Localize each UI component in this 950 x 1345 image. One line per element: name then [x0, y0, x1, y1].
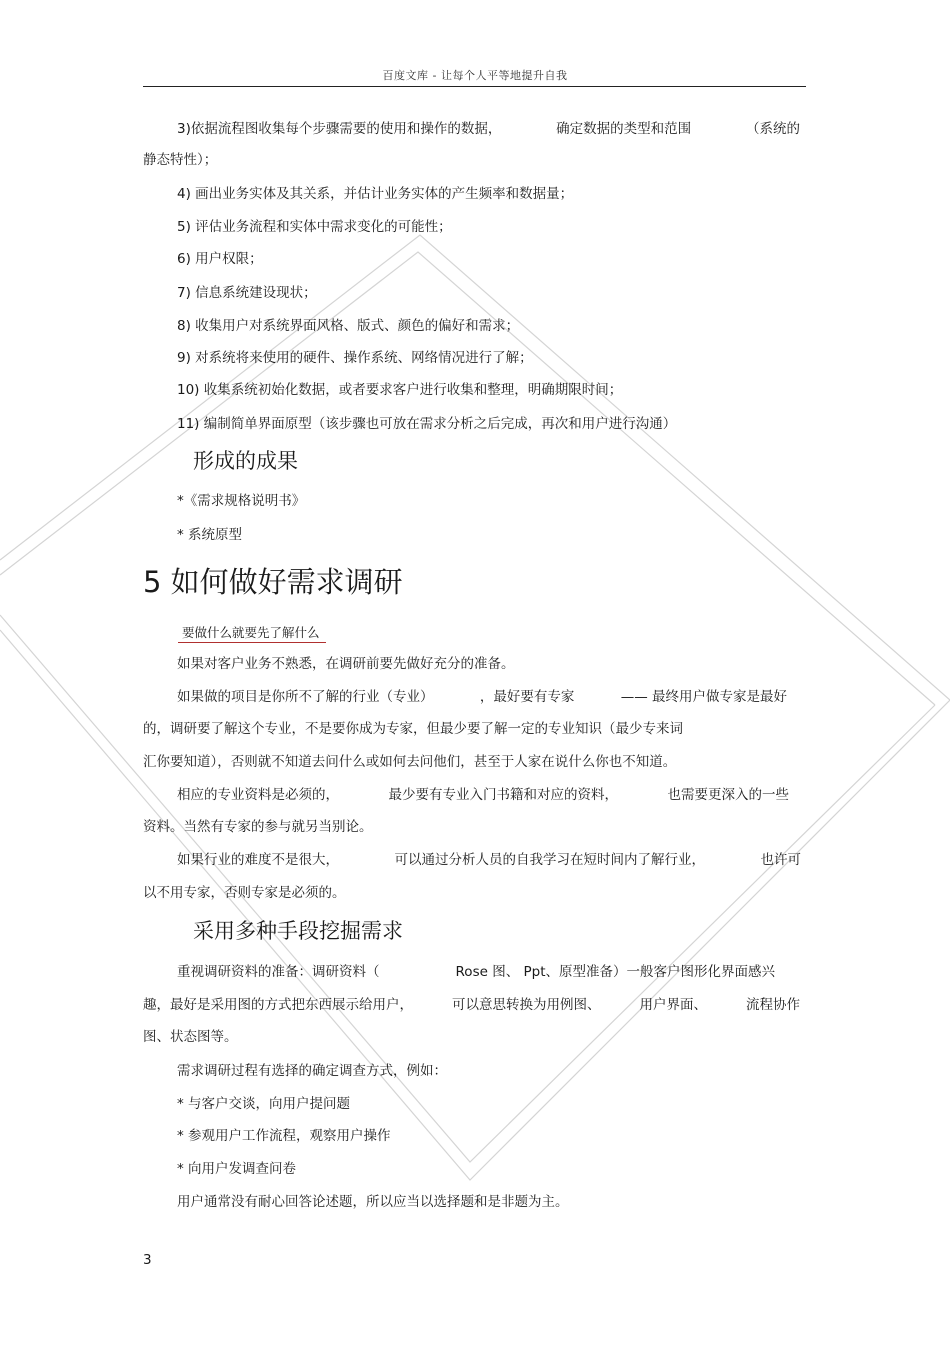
section-5-heading: 5 如何做好需求调研 [143, 565, 403, 599]
mining-bullet-survey: * 向用户发调查问卷 [177, 1161, 297, 1177]
mining-p1-part-2: Rose 图、 Ppt、原型准备）一般客户图形化界面感兴 [455, 964, 775, 980]
para-3-part-2: 最少要有专业入门书籍和对应的资料， [388, 787, 618, 803]
mining-para-3: 用户通常没有耐心回答论述题，所以应当以选择题和是非题为主。 [177, 1194, 569, 1210]
mining-p1-part-4: 可以意思转换为用例图、 [452, 997, 601, 1013]
section-5-para-4-line-1 [177, 851, 801, 869]
mining-para-1-line-1 [177, 963, 775, 981]
para-4-part-1: 如果行业的难度不是很大， [177, 852, 339, 868]
step-3-line-2: 静态特性）； [143, 152, 218, 168]
step-7: 7) 信息系统建设现状； [177, 285, 317, 301]
mining-para-2: 需求调研过程有选择的确定调查方式，例如： [177, 1063, 447, 1079]
mining-heading: 采用多种手段挖掘需求 [193, 919, 403, 943]
para-3-part-1: 相应的专业资料是必须的， [177, 787, 339, 803]
page-header: 百度文库 - 让每个人平等地提升自我 [382, 69, 568, 82]
section-5-note: 要做什么就要先了解什么 [178, 624, 326, 643]
header-divider [143, 86, 806, 87]
mining-p1-part-6: 流程协作 [746, 997, 800, 1013]
result-item-prototype: * 系统原型 [177, 527, 243, 543]
step-3-line-1 [177, 120, 800, 138]
mining-p1-part-1: 重视调研资料的准备：调研资料（ [177, 964, 380, 980]
mining-para-1-line-2 [143, 996, 800, 1014]
section-5-para-2-line-1 [177, 688, 787, 706]
step-5: 5) 评估业务流程和实体中需求变化的可能性； [177, 219, 452, 235]
section-5-para-2-line-3: 汇你要知道），否则就不知道去问什么或如何去问他们，甚至于人家在说什么你也不知道。 [143, 754, 677, 770]
step-4: 4) 画出业务实体及其关系，并估计业务实体的产生频率和数据量； [177, 186, 574, 202]
mining-p1-part-3: 趣，最好是采用图的方式把东西展示给用户， [143, 997, 413, 1013]
section-5-para-4-line-2: 以不用专家，否则专家是必须的。 [143, 885, 346, 901]
step-9: 9) 对系统将来使用的硬件、操作系统、网络情况进行了解； [177, 350, 533, 366]
mining-para-1-line-3: 图、状态图等。 [143, 1029, 238, 1045]
section-5-para-3-line-2: 资料。当然有专家的参与就另当别论。 [143, 819, 373, 835]
para-4-part-2: 可以通过分析人员的自我学习在短时间内了解行业， [394, 852, 705, 868]
step-3-part-3: （系统的 [745, 121, 800, 137]
page-number: 3 [143, 1252, 152, 1268]
para-2-part-3: —— 最终用户做专家是最好 [620, 689, 787, 705]
step-10: 10) 收集系统初始化数据，或者要求客户进行收集和整理，明确期限时间； [177, 382, 623, 398]
para-2-part-1: 如果做的项目是你所不了解的行业（专业） [177, 689, 434, 705]
results-heading: 形成的成果 [193, 449, 298, 473]
para-2-part-2: ，最好要有专家 [479, 689, 575, 705]
section-5-para-1: 如果对客户业务不熟悉，在调研前要先做好充分的准备。 [177, 656, 515, 672]
result-item-spec: *《需求规格说明书》 [177, 493, 306, 509]
mining-p1-part-5: 用户界面、 [639, 997, 707, 1013]
para-4-part-3: 也许可 [760, 852, 801, 868]
step-11: 11) 编制简单界面原型（该步骤也可放在需求分析之后完成，再次和用户进行沟通） [177, 416, 677, 432]
mining-bullet-talk: * 与客户交谈，向用户提问题 [177, 1096, 351, 1112]
step-8: 8) 收集用户对系统界面风格、版式、颜色的偏好和需求； [177, 318, 520, 334]
section-5-para-3-line-1 [177, 786, 789, 804]
step-6: 6) 用户权限； [177, 251, 263, 267]
para-3-part-3: 也需要更深入的一些 [667, 787, 789, 803]
step-3-part-2: 确定数据的类型和范围 [556, 121, 692, 137]
section-5-para-2-line-2: 的，调研要了解这个专业，不是要你成为专家，但最少要了解一定的专业知识（最少专来词 [143, 721, 683, 737]
mining-bullet-observe: * 参观用户工作流程，观察用户操作 [177, 1128, 391, 1144]
step-3-part-1: 3)依据流程图收集每个步骤需要的使用和操作的数据， [177, 121, 502, 137]
